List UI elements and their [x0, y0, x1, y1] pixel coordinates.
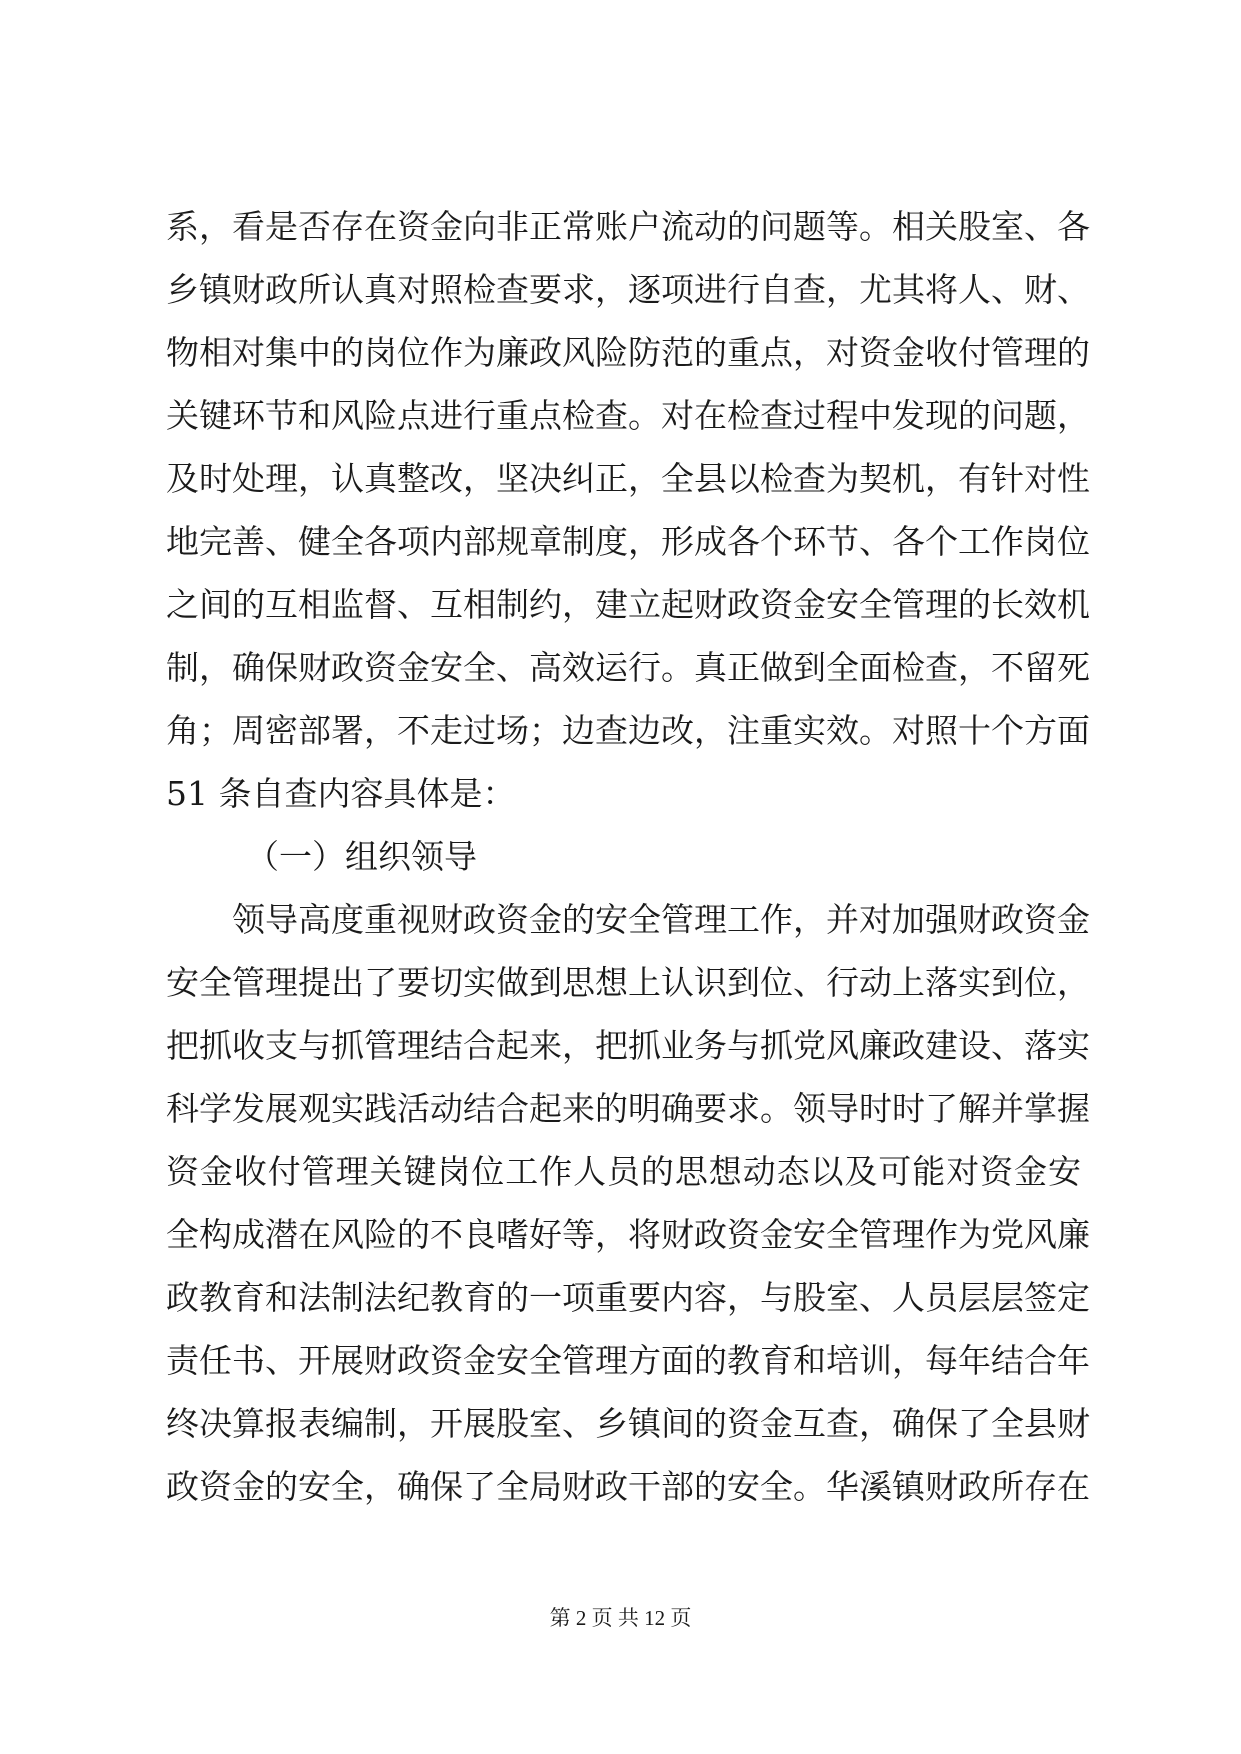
- text-line: 终决算报表编制，开展股室、乡镇间的资金互查，确保了全县财: [166, 1404, 1090, 1443]
- page-footer: 第 2 页 共 12 页: [549, 1606, 692, 1630]
- text-line: 全构成潜在风险的不良嗜好等，将财政资金安全管理作为党风廉: [166, 1215, 1090, 1254]
- text-line: 责任书、开展财政资金安全管理方面的教育和培训，每年结合年: [166, 1341, 1090, 1380]
- text-line: 物相对集中的岗位作为廉政风险防范的重点，对资金收付管理的: [166, 333, 1090, 372]
- text-line: 角；周密部署，不走过场；边查边改，注重实效。对照十个方面: [166, 711, 1090, 750]
- text-line: 之间的互相监督、互相制约，建立起财政资金安全管理的长效机: [166, 585, 1090, 624]
- text-line: 资金收付管理关键岗位工作人员的思想动态以及可能对资金安: [166, 1152, 1081, 1191]
- text-line: 政教育和法制法纪教育的一项重要内容，与股室、人员层层签定: [166, 1278, 1090, 1317]
- section-heading: （一）组织领导: [246, 837, 477, 876]
- text-line: 制，确保财政资金安全、高效运行。真正做到全面检查，不留死: [166, 648, 1090, 687]
- text-line: 51 条自查内容具体是：: [166, 774, 516, 813]
- text-line: 乡镇财政所认真对照检查要求，逐项进行自查，尤其将人、财、: [166, 270, 1090, 309]
- text-line: 系，看是否存在资金向非正常账户流动的问题等。相关股室、各: [166, 207, 1090, 246]
- text-line: 安全管理提出了要切实做到思想上认识到位、行动上落实到位，: [166, 963, 1090, 1002]
- text-line: 领导高度重视财政资金的安全管理工作，并对加强财政资金: [232, 900, 1090, 939]
- text-line: 关键环节和风险点进行重点检查。对在检查过程中发现的问题，: [166, 396, 1090, 435]
- text-line: 及时处理，认真整改，坚决纠正，全县以检查为契机，有针对性: [166, 459, 1090, 498]
- text-line: 地完善、健全各项内部规章制度，形成各个环节、各个工作岗位: [166, 522, 1090, 561]
- text-line: 把抓收支与抓管理结合起来，把抓业务与抓党风廉政建设、落实: [166, 1026, 1090, 1065]
- text-line: 政资金的安全，确保了全局财政干部的安全。华溪镇财政所存在: [166, 1467, 1090, 1506]
- text-line: 科学发展观实践活动结合起来的明确要求。领导时时了解并掌握: [166, 1089, 1090, 1128]
